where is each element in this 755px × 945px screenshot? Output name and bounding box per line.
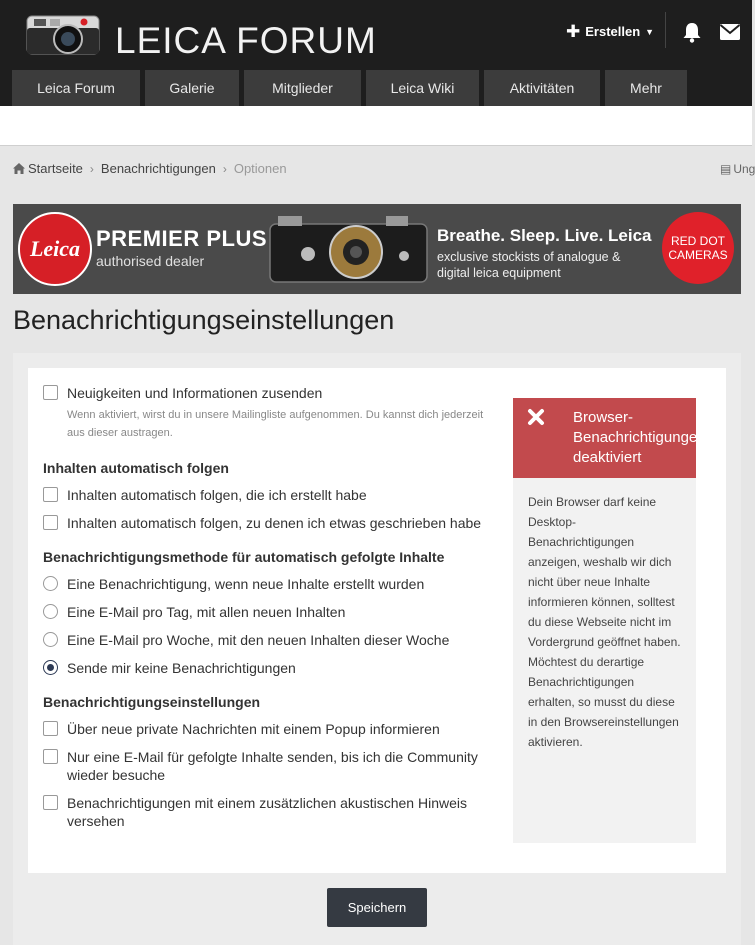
unread-link-label: Ung xyxy=(733,162,755,176)
method-label-daily[interactable]: Eine E-Mail pro Tag, mit allen neuen Inhalten xyxy=(67,604,346,620)
auto-follow-created-label[interactable]: Inhalten automatisch folgen, die ich erstellt habe xyxy=(67,487,367,503)
method-radio-daily[interactable] xyxy=(43,604,58,619)
method-label-none[interactable]: Sende mir keine Benachrichtigungen xyxy=(67,660,296,676)
nav-tab-galerie[interactable]: Galerie xyxy=(145,70,239,106)
method-label-weekly[interactable]: Eine E-Mail pro Woche, mit den neuen Inhalten dieser Woche xyxy=(67,632,450,648)
nav-tab-mehr[interactable]: Mehr xyxy=(605,70,687,106)
browser-notice-body: Dein Browser darf keine Desktop-Benachrichtigungen anzeigen, weshalb wir dich nicht über neue Inhalte informieren können, solltest du diese Webseite nicht im Vordergrund geöffnet haben. Möchtest du derartige Benachrichtigungen erhalten, so musst du diese in den Browsereinstellungen aktivieren. xyxy=(513,478,696,843)
header-divider xyxy=(665,12,666,48)
browser-notice-title: Browser-Benachrichtigungen deaktiviert xyxy=(573,409,706,466)
banner-title: PREMIER PLUS xyxy=(96,226,268,251)
site-title[interactable]: LEICA FORUM xyxy=(115,20,377,61)
method-option-daily[interactable] xyxy=(43,603,487,621)
home-icon xyxy=(13,163,25,174)
method-option-weekly[interactable] xyxy=(43,631,487,649)
leica-logo: Leica xyxy=(18,212,92,286)
newsletter-hint: Wenn aktiviert, wirst du in unsere Mailingliste aufgenommen. Du kannst dich jederzeit aus dieser austragen. xyxy=(67,409,484,439)
breadcrumb-current: Optionen xyxy=(233,161,287,176)
nav-tab-mitglieder[interactable]: Mitglieder xyxy=(244,70,361,106)
method-option-none[interactable] xyxy=(43,659,487,677)
auto-follow-replied-label[interactable]: Inhalten automatisch folgen, zu denen ich etwas geschrieben habe xyxy=(67,515,482,531)
chevron-right-icon: › xyxy=(222,161,227,176)
sound-label[interactable]: Benachrichtigungen mit einem zusätzlichen akustischen Hinweis versehen xyxy=(67,795,467,829)
page-title: Benachrichtigungseinstellungen xyxy=(13,305,395,335)
banner-subtitle: authorised dealer xyxy=(96,253,205,269)
chevron-right-icon: › xyxy=(89,161,94,176)
single-email-option[interactable] xyxy=(43,748,487,784)
single-email-checkbox[interactable] xyxy=(43,749,58,764)
method-heading: Benachrichtigungsmethode für automatisch gefolgte Inhalte xyxy=(43,549,445,565)
main-nav xyxy=(12,70,687,106)
popup-checkbox[interactable] xyxy=(43,721,58,736)
breadcrumb xyxy=(13,161,287,176)
newsletter-checkbox[interactable] xyxy=(43,385,58,400)
auto-follow-created-checkbox[interactable] xyxy=(43,487,58,502)
subnav-strip xyxy=(0,106,752,146)
save-button[interactable]: Speichern xyxy=(327,888,427,927)
browser-notice-header xyxy=(513,398,706,478)
mail-icon[interactable] xyxy=(719,23,741,41)
create-button[interactable] xyxy=(566,24,654,39)
breadcrumb-notifications[interactable]: Benachrichtigungen xyxy=(100,161,216,176)
auto-follow-heading: Inhalten automatisch folgen xyxy=(43,460,229,476)
site-header xyxy=(0,0,752,106)
auto-follow-replied-checkbox[interactable] xyxy=(43,515,58,530)
method-radio-instant[interactable] xyxy=(43,576,58,591)
sound-option[interactable] xyxy=(43,794,487,830)
banner-description: exclusive stockists of analogue & digital leica equipment xyxy=(437,250,621,280)
breadcrumb-home[interactable]: Startseite xyxy=(28,161,83,176)
nav-tab-leica-wiki[interactable]: Leica Wiki xyxy=(366,70,479,106)
auto-follow-replied-option[interactable] xyxy=(43,514,507,532)
unread-link[interactable] xyxy=(720,162,755,176)
newsletter-label[interactable]: Neuigkeiten und Informationen zusenden xyxy=(67,385,323,401)
method-radio-none[interactable] xyxy=(43,660,58,675)
method-radio-weekly[interactable] xyxy=(43,632,58,647)
method-label-instant[interactable]: Eine Benachrichtigung, wenn neue Inhalte erstellt wurden xyxy=(67,576,425,592)
create-label: Erstellen xyxy=(585,24,641,39)
banner-tagline: Breathe. Sleep. Live. Leica xyxy=(437,226,652,245)
notification-settings-heading: Benachrichtigungseinstellungen xyxy=(43,694,261,710)
vintage-camera-icon xyxy=(266,210,431,290)
popup-label[interactable]: Über neue private Nachrichten mit einem Popup informieren xyxy=(67,721,440,737)
auto-follow-created-option[interactable] xyxy=(43,486,487,504)
camera-logo-icon[interactable] xyxy=(24,10,102,58)
dealer-banner[interactable] xyxy=(13,204,741,294)
close-x-icon xyxy=(527,408,545,426)
plus-icon: ✚ xyxy=(566,22,581,41)
document-icon: ▤ xyxy=(720,162,732,176)
popup-option[interactable] xyxy=(43,720,487,738)
newsletter-option[interactable] xyxy=(43,384,487,402)
nav-tab-aktivitaeten[interactable]: Aktivitäten xyxy=(484,70,600,106)
method-option-instant[interactable] xyxy=(43,575,487,593)
nav-tab-leica-forum[interactable]: Leica Forum xyxy=(12,70,140,106)
sound-checkbox[interactable] xyxy=(43,795,58,810)
red-dot-badge: RED DOT CAMERAS xyxy=(662,212,734,284)
caret-down-icon: ▼ xyxy=(645,26,655,37)
bell-icon[interactable] xyxy=(681,21,703,43)
single-email-label[interactable]: Nur eine E-Mail für gefolgte Inhalte senden, bis ich die Community wieder besuche xyxy=(67,749,478,783)
